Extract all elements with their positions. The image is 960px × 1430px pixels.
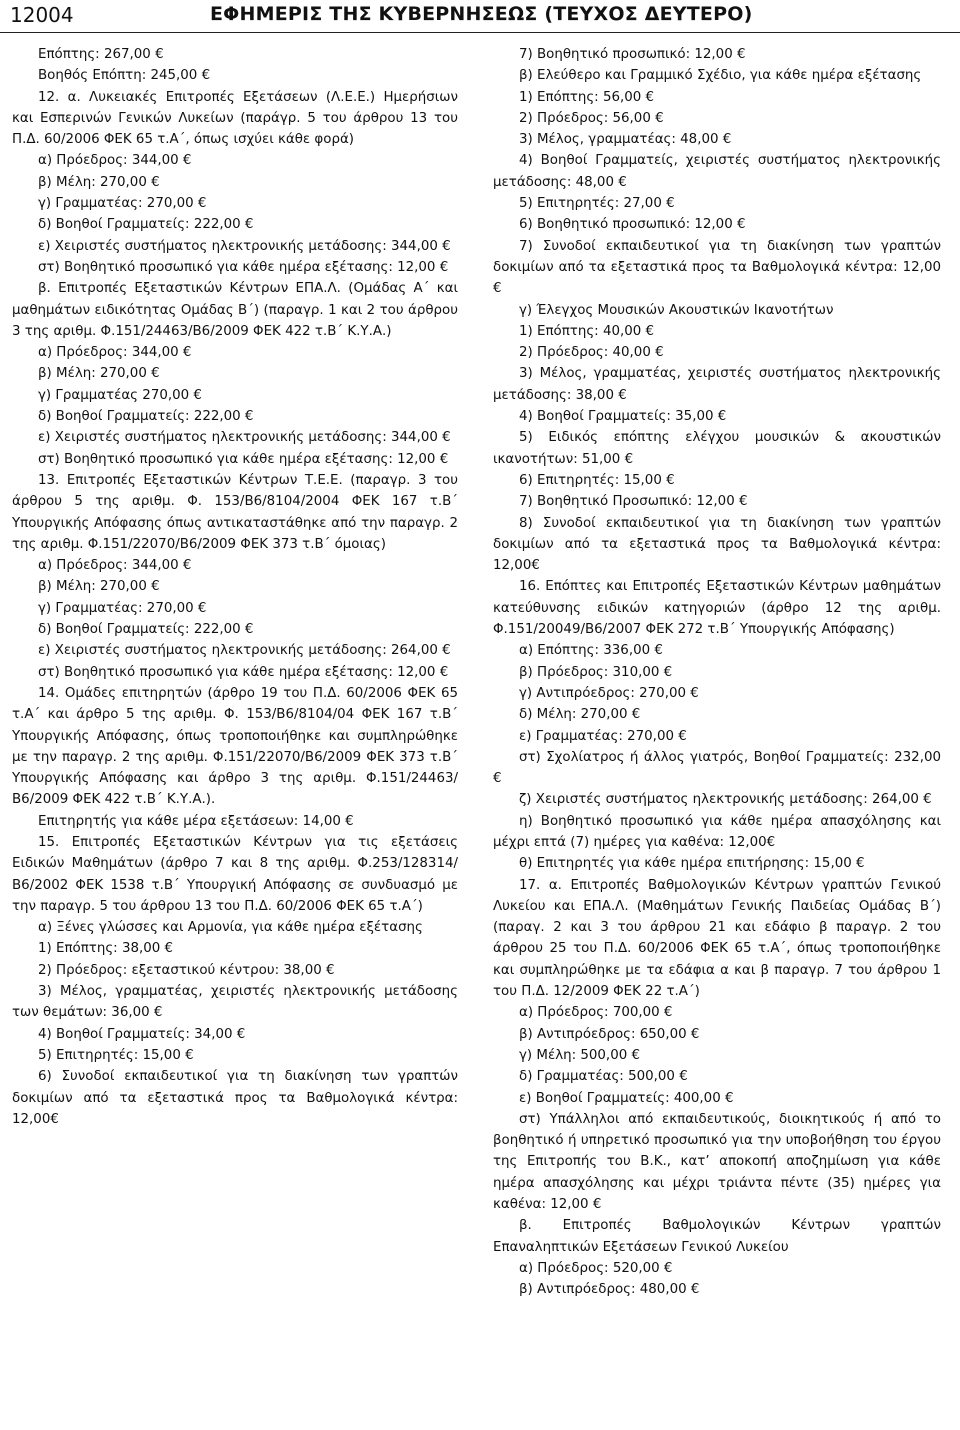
paragraph: στ) Υπάλληλοι από εκπαιδευτικούς, διοικητικούς ή από το βοηθητικό ή υπηρετικό προσωπικό για την υποβοήθηση του έργου της Επιτροπής του Β.Κ., κατ’ αποκοπή αποζημίωση για κάθε ημέρα απασχόλησης και μέχρι τριάντα πέντε (35) ημέρες για καθένα: 12,00 € — [493, 1111, 941, 1213]
paragraph: β) Μέλη: 270,00 € — [38, 174, 160, 190]
paragraph: 4) Βοηθοί Γραμματείς: 35,00 € — [519, 409, 727, 425]
section-heading: β. Επιτροπές Εξεταστικών Κέντρων ΕΠΑ.Λ. (Ομάδας Α΄ και μαθημάτων ειδικότητας Ομάδας Β΄) (παραγρ. 1 και 2 του άρθρου 3 της αριθμ. Φ.151/24463/Β6/2009 ΦΕΚ 422 τ.Β΄ Κ.Υ.Α.) — [12, 281, 458, 339]
paragraph: δ) Βοηθοί Γραμματείς: 222,00 € — [38, 409, 254, 425]
paragraph: α) Πρόεδρος: 700,00 € — [519, 1005, 673, 1021]
paragraph: στ) Βοηθητικό προσωπικό για κάθε ημέρα εξέτασης: 12,00 € — [38, 259, 449, 275]
section-heading: 15. Επιτροπές Εξεταστικών Κέντρων για τις εξετάσεις Ειδικών Μαθημάτων (άρθρο 7 και 8 της αριθμ. Φ.253/128314/Β6/2002 ΦΕΚ 1538 τ.Β΄ Υπουργική Απόφασης σε συνδυασμό με την παραγρ. 5 του άρθρου 13 του Π.Δ. 60/2006 ΦΕΚ 65 τ.Α΄) — [12, 834, 458, 914]
paragraph: 2) Πρόεδρος: 40,00 € — [519, 345, 664, 361]
paragraph: ε) Χειριστές συστήματος ηλεκτρονικής μετάδοσης: 264,00 € — [38, 643, 451, 659]
paragraph: 6) Επιτηρητές: 15,00 € — [519, 472, 675, 488]
right-column — [493, 44, 941, 1301]
paragraph: β) Αντιπρόεδρος: 480,00 € — [519, 1282, 700, 1298]
paragraph: 3) Μέλος, γραμματέας, χειριστές ηλεκτρονικής μετάδοσης των θεμάτων: 36,00 € — [12, 984, 458, 1021]
paragraph: ζ) Χειριστές συστήματος ηλεκτρονικής μετάδοσης: 264,00 € — [519, 792, 932, 808]
paragraph: γ) Αντιπρόεδρος: 270,00 € — [519, 685, 699, 701]
paragraph: 4) Βοηθοί Γραμματείς: 34,00 € — [38, 1026, 246, 1042]
paragraph: ε) Γραμματέας: 270,00 € — [519, 728, 687, 744]
paragraph: β) Πρόεδρος: 310,00 € — [519, 664, 673, 680]
paragraph: στ) Βοηθητικό προσωπικό για κάθε ημέρα εξέτασης: 12,00 € — [38, 664, 449, 680]
paragraph: β) Μέλη: 270,00 € — [38, 579, 160, 595]
paragraph: 2) Πρόεδρος: εξεταστικού κέντρου: 38,00 € — [38, 962, 335, 978]
paragraph: δ) Βοηθοί Γραμματείς: 222,00 € — [38, 217, 254, 233]
paragraph: γ) Γραμματέας: 270,00 € — [38, 600, 207, 616]
paragraph: 5) Επιτηρητές: 15,00 € — [38, 1047, 194, 1063]
paragraph: στ) Βοηθητικό προσωπικό για κάθε ημέρα εξέτασης: 12,00 € — [38, 451, 449, 467]
paragraph: α) Πρόεδρος: 344,00 € — [38, 345, 192, 361]
paragraph: 3) Μέλος, γραμματέας, χειριστές συστήματος ηλεκτρονικής μετάδοσης: 38,00 € — [493, 366, 941, 403]
paragraph: β) Ελεύθερο και Γραμμικό Σχέδιο, για κάθε ημέρα εξέτασης — [519, 68, 922, 84]
paragraph: θ) Επιτηρητές για κάθε ημέρα επιτήρησης: 15,00 € — [519, 856, 865, 872]
section-heading: 16. Επόπτες και Επιτροπές Εξεταστικών Κέντρων μαθημάτων κατεύθυνσης ειδικών κατηγοριών (άρθρο 12 της αριθμ. Φ.151/20049/Β6/2007 ΦΕΚ 272 τ.Β΄ Υπουργικής Απόφασης) — [493, 579, 941, 638]
paragraph: γ) Γραμματέας 270,00 € — [38, 387, 202, 403]
paragraph: 1) Επόπτης: 56,00 € — [519, 89, 655, 105]
paragraph: Βοηθός Επόπτη: 245,00 € — [38, 68, 211, 84]
paragraph: 5) Επιτηρητές: 27,00 € — [519, 196, 675, 212]
paragraph: α) Επόπτης: 336,00 € — [519, 643, 663, 659]
section-heading: β. Επιτροπές Βαθμολογικών Κέντρων γραπτών Επαναληπτικών Εξετάσεων Γενικού Λυκείου — [493, 1218, 941, 1255]
paragraph: ε) Χειριστές συστήματος ηλεκτρονικής μετάδοσης: 344,00 € — [38, 430, 451, 446]
left-column — [12, 44, 458, 1130]
paragraph: γ) Μέλη: 500,00 € — [519, 1047, 641, 1063]
section-heading: 13. Επιτροπές Εξεταστικών Κέντρων Τ.Ε.Ε. (παραγρ. 3 του άρθρου 5 της αριθμ. Φ. 153/Β6/8104/2004 ΦΕΚ 167 τ.Β΄ Υπουργικής Απόφασης όπως αντικαταστάθηκε από την παραγρ. 2 της αριθμ. Φ.151/22070/Β6/2009 ΦΕΚ 373 τ.Β΄ όμοιας) — [12, 472, 458, 552]
section-heading: 12. α. Λυκειακές Επιτροπές Εξετάσεων (Λ.Ε.Ε.) Ημερήσιων και Εσπερινών Γενικών Λυκείων (παράγρ. 5 του άρθρου 13 του Π.Δ. 60/2006 ΦΕΚ 65 τ.Α΄, όπως ισχύει κάθε φορά) — [12, 89, 458, 148]
paragraph: 4) Βοηθοί Γραμματείς, χειριστές συστήματος ηλεκτρονικής μετάδοσης: 48,00 € — [493, 153, 941, 190]
paragraph: 8) Συνοδοί εκπαιδευτικοί για τη διακίνηση των γραπτών δοκιμίων από τα εξεταστικά προς τα Βαθμολογικά κέντρα: 12,00€ — [493, 515, 941, 574]
gazette-title: ΕΦΗΜΕΡΙΣ ΤΗΣ ΚΥΒΕΡΝΗΣΕΩΣ (ΤΕΥΧΟΣ ΔΕΥΤΕΡΟ) — [210, 3, 753, 25]
paragraph: ε) Βοηθοί Γραμματείς: 400,00 € — [519, 1090, 734, 1106]
paragraph: 6) Βοηθητικό προσωπικό: 12,00 € — [519, 217, 746, 233]
paragraph: β) Αντιπρόεδρος: 650,00 € — [519, 1026, 700, 1042]
paragraph: α) Πρόεδρος: 344,00 € — [38, 153, 192, 169]
paragraph: α) Πρόεδρος: 344,00 € — [38, 558, 192, 574]
paragraph: δ) Γραμματέας: 500,00 € — [519, 1069, 688, 1085]
paragraph: γ) Γραμματέας: 270,00 € — [38, 196, 207, 212]
paragraph: β) Μέλη: 270,00 € — [38, 366, 160, 382]
paragraph: 5) Ειδικός επόπτης ελέγχου μουσικών & ακουστικών ικανοτήτων: 51,00 € — [493, 430, 941, 467]
paragraph: α) Ξένες γλώσσες και Αρμονία, για κάθε ημέρα εξέτασης — [38, 920, 423, 936]
paragraph: η) Βοηθητικό προσωπικό για κάθε ημέρα απασχόλησης και μέχρι επτά (7) ημέρες για καθένα: 12,00€ — [493, 813, 941, 850]
section-heading: 14. Ομάδες επιτηρητών (άρθρο 19 του Π.Δ. 60/2006 ΦΕΚ 65 τ.Α΄ και άρθρο 5 της αριθμ. Φ. 153/Β6/8104/04 ΦΕΚ 167 τ.Β΄ Υπουργικής Απόφασης, όπως τροποποιήθηκε και συμπληρώθηκε με την παραγρ. 2 της αριθμ. Φ.151/22070/Β6/2009 ΦΕΚ 373 τ.Β΄ Υπουργικής Απόφασης και άρθρο 3 της αριθμ. Φ.151/24463/Β6/2009 ΦΕΚ 422 τ.Β΄ Κ.Υ.Α.). — [12, 685, 458, 808]
paragraph: Επιτηρητής για κάθε μέρα εξετάσεων: 14,00 € — [38, 813, 354, 829]
paragraph: Επόπτης: 267,00 € — [38, 47, 164, 62]
paragraph: 7) Βοηθητικό προσωπικό: 12,00 € — [519, 47, 746, 62]
paragraph: 3) Μέλος, γραμματέας: 48,00 € — [519, 132, 732, 148]
section-heading: 17. α. Επιτροπές Βαθμολογικών Κέντρων γραπτών Γενικού Λυκείου και ΕΠΑ.Λ. (Μαθημάτων Γενικής Παιδείας Ομάδας Β΄) (παραγ. 2 και 3 του άρθρου 21 και εδάφιο β παραγρ. 2 του άρθρου 25 του Π.Δ. 60/2006 ΦΕΚ 65 τ.Α΄, όπως τροποποιήθηκε και συμπληρώθηκε με τα εδάφια α και β παραγρ. 7 του άρθρου 1 του Π.Δ. 12/2009 ΦΕΚ 22 τ.Α΄) — [493, 877, 941, 1000]
paragraph: 7) Βοηθητικό Προσωπικό: 12,00 € — [519, 494, 748, 510]
paragraph: α) Πρόεδρος: 520,00 € — [519, 1260, 673, 1276]
paragraph: δ) Βοηθοί Γραμματείς: 222,00 € — [38, 622, 254, 638]
page-header — [0, 0, 960, 33]
paragraph: 7) Συνοδοί εκπαιδευτικοί για τη διακίνηση των γραπτών δοκιμίων από τα εξεταστικά προς τα Βαθμολογικά κέντρα: 12,00 € — [493, 238, 941, 297]
paragraph: 6) Συνοδοί εκπαιδευτικοί για τη διακίνηση των γραπτών δοκιμίων από τα εξεταστικά προς τα Βαθμολογικά κέντρα: 12,00€ — [12, 1069, 458, 1127]
paragraph: 1) Επόπτης: 38,00 € — [38, 941, 174, 957]
paragraph: γ) Έλεγχος Μουσικών Ακουστικών Ικανοτήτων — [519, 302, 834, 318]
paragraph: 2) Πρόεδρος: 56,00 € — [519, 110, 664, 126]
paragraph: ε) Χειριστές συστήματος ηλεκτρονικής μετάδοσης: 344,00 € — [38, 238, 451, 254]
paragraph: 1) Επόπτης: 40,00 € — [519, 323, 655, 339]
paragraph: δ) Μέλη: 270,00 € — [519, 707, 641, 723]
paragraph: στ) Σχολίατρος ή άλλος γιατρός, Βοηθοί Γραμματείς: 232,00 € — [493, 749, 941, 787]
page-number: 12004 — [10, 3, 74, 27]
